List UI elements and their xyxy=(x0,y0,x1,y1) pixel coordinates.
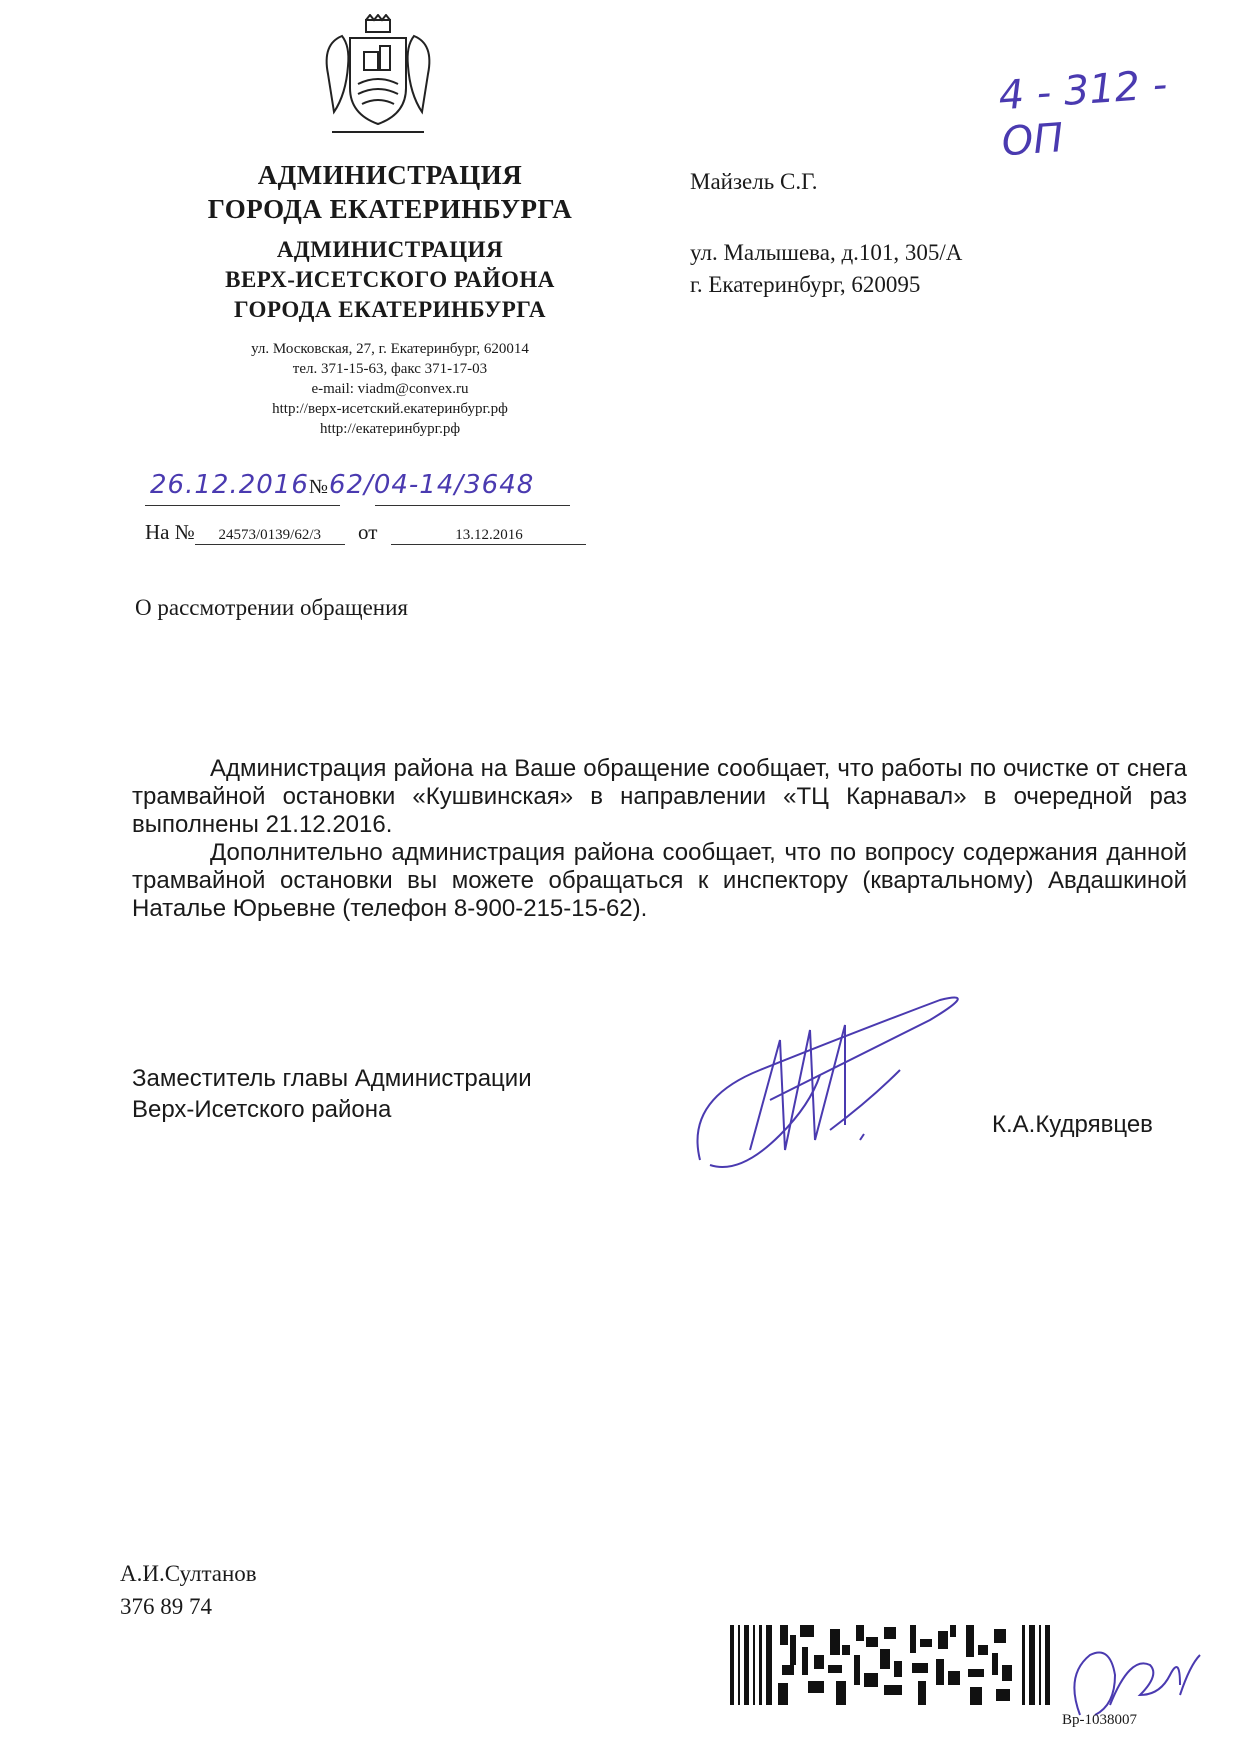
reference-from-label: от xyxy=(358,520,378,544)
org-url-city: http://екатеринбург.рф xyxy=(319,421,461,437)
barcode-icon xyxy=(730,1625,1060,1705)
org-url-district: http://верх-исетский.екатеринбург.рф xyxy=(272,401,508,417)
reference-date: 13.12.2016 xyxy=(391,527,586,545)
coat-of-arms-icon xyxy=(318,14,438,144)
handwritten-signature-icon xyxy=(690,990,990,1180)
recipient-name: Майзель С.Г. xyxy=(690,169,818,194)
outgoing-no-label: № xyxy=(308,476,329,498)
recipient-street: ул. Малышева, д.101, 305/А xyxy=(690,240,963,265)
org-phone: тел. 371-15-63, факс 371-17-03 xyxy=(292,361,488,377)
outgoing-date: 26.12.2016 xyxy=(150,470,309,500)
district-name-line2: ВЕРХ-ИСЕТСКОГО РАЙОНА xyxy=(225,267,555,292)
reference-row xyxy=(145,520,586,545)
body-paragraph-1: Администрация района на Ваше обращение сообщает, что работы по очистке от снега трамвайной остановки «Кушвинская» в направлении «ТЦ Карнавал» в очередной раз выполнены 21.12.2016. xyxy=(132,755,1187,838)
signatory-position-line1: Заместитель главы Администрации xyxy=(132,1065,532,1092)
district-name-line1: АДМИНИСТРАЦИЯ xyxy=(276,237,504,262)
executor-name: А.И.Султанов xyxy=(120,1561,257,1586)
recipient-city: г. Екатеринбург, 620095 xyxy=(690,272,921,297)
org-email: e-mail: viadm@convex.ru xyxy=(311,381,469,397)
outgoing-number: 62/04-14/3648 xyxy=(328,470,535,500)
executor-phone: 376 89 74 xyxy=(120,1594,212,1619)
outgoing-date-underline xyxy=(145,505,340,506)
signatory-position-line2: Верх-Исетского района xyxy=(132,1096,392,1123)
body-paragraph-2: Дополнительно администрация района сообщает, что по вопросу содержания данной трамвайной остановки вы можете обращаться к инспектору (квартальному) Авдашкиной Наталье Юрьевне (телефон 8-900-215-15-62). xyxy=(132,839,1187,922)
org-name-line1: АДМИНИСТРАЦИЯ xyxy=(257,160,523,190)
executor-info xyxy=(120,1557,257,1623)
outgoing-number-underline xyxy=(375,505,570,506)
signatory-position xyxy=(132,1063,532,1125)
reference-label: На № xyxy=(145,520,195,544)
letter-body xyxy=(132,755,1187,923)
registration-stamp-number: Вр-1038007 xyxy=(1062,1712,1137,1728)
reference-number: 24573/0139/62/3 xyxy=(195,527,345,545)
district-name-line3: ГОРОДА ЕКАТЕРИНБУРГА xyxy=(234,297,546,322)
org-name-line2: ГОРОДА ЕКАТЕРИНБУРГА xyxy=(207,194,573,224)
handwritten-registration-mark: 4 - 312 - ОП xyxy=(997,61,1169,166)
letter-subject: О рассмотрении обращения xyxy=(135,595,408,620)
signatory-name: К.А.Кудрявцев xyxy=(992,1111,1153,1138)
org-address: ул. Московская, 27, г. Екатеринбург, 620014 xyxy=(251,341,529,357)
outgoing-number-row xyxy=(150,470,534,500)
